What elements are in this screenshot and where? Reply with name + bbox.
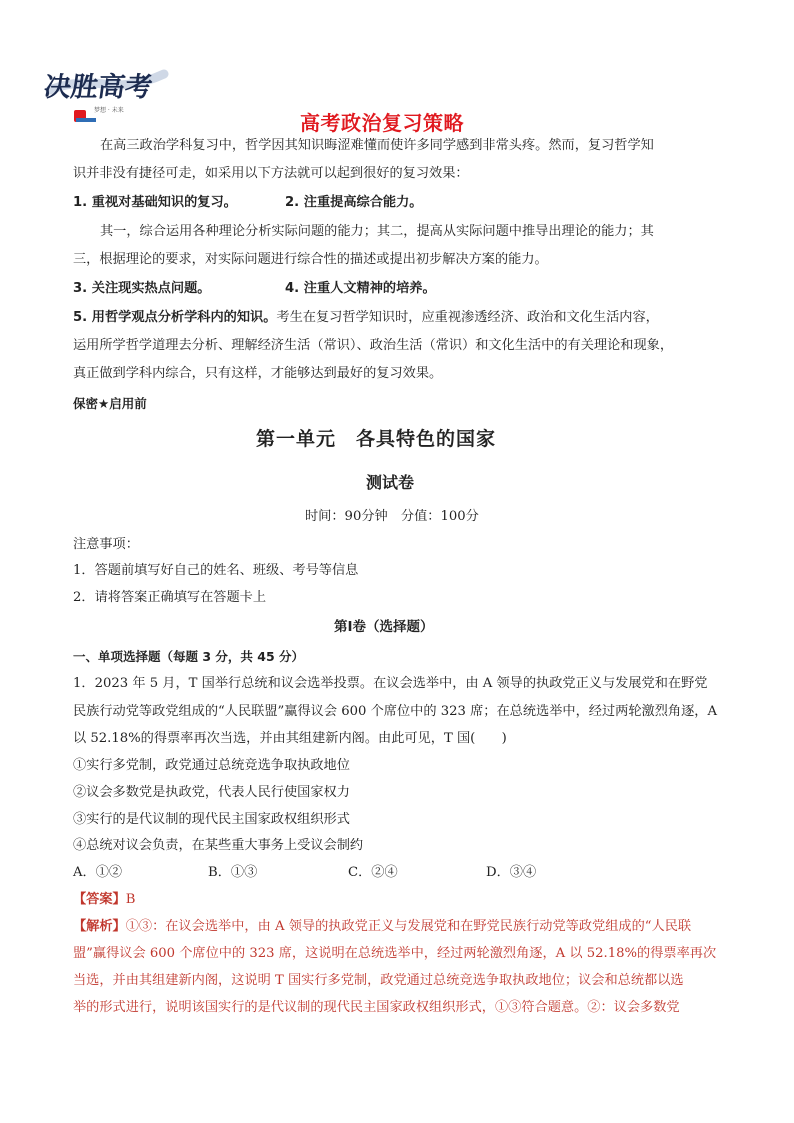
question-option-1: ①实行多党制，政党通过总统竞选争取执政地位: [73, 758, 350, 773]
strategy-point-3: 3. 关注现实热点问题。: [73, 281, 211, 296]
question-option-4: ④总统对议会负责，在某些重大事务上受议会制约: [73, 838, 364, 853]
logo-subtext: 梦想 · 未来: [94, 107, 124, 114]
logo-desk-icon: [76, 118, 96, 122]
time-score: 时间：90分钟 分值：100分: [305, 509, 479, 524]
secret-label: 保密★启用前: [73, 396, 147, 411]
analysis-text-1: ①③：在议会选举中，由 A 领导的执政党正义与发展党和在野党民族行动党等政党组成的“人民联: [125, 919, 692, 934]
strategy-para-1a: 其一，综合运用各种理论分析实际问题的能力；其二，提高从实际问题中推导出理论的能力；其: [100, 224, 654, 239]
question-stem-line-3: 以 52.18%的得票率再次当选，并由其组建新内阁。由此可见，T 国( ): [73, 731, 507, 746]
answer-line: [73, 890, 135, 910]
strategy-para-5a: 考生在复习哲学知识时，应重视渗透经济、政治和文化生活内容，: [276, 310, 659, 325]
question-option-3: ③实行的是代议制的现代民主国家政权组织形式: [73, 812, 350, 827]
unit-title: 第一单元 各具特色的国家: [256, 428, 497, 450]
notice-item-1: 1．答题前填写好自己的姓名、班级、考号等信息: [73, 563, 359, 578]
choice-c: C．②④: [348, 865, 398, 880]
section-title: 一、单项选择题（每题 3 分，共 45 分）: [73, 649, 305, 664]
notice-item-2: 2．请将答案正确填写在答题卡上: [73, 590, 267, 605]
strategy-point-5-line: [73, 308, 659, 328]
paper-title: 测试卷: [366, 473, 415, 492]
strategy-point-5: 5. 用哲学观点分析学科内的知识。: [73, 310, 277, 325]
analysis-label: 【解析】: [73, 919, 126, 934]
strategy-para-1b: 三，根据理论的要求，对实际问题进行综合性的描述或提出初步解决方案的能力。: [73, 252, 548, 267]
question-option-2: ②议会多数党是执政党，代表人民行使国家权力: [73, 785, 350, 800]
choice-d: D．③④: [486, 865, 537, 880]
analysis-line-2: 盟”赢得议会 600 个席位中的 323 席，这说明在总统选举中，经过两轮激烈角逐，A 以 52.18%的得票率再次: [73, 946, 717, 961]
brand-logo: [44, 60, 170, 138]
strategy-point-2: 2. 注重提高综合能力。: [285, 195, 423, 210]
choice-b: B．①③: [208, 865, 258, 880]
question-stem-line-1: 1．2023 年 5 月，T 国举行总统和议会选举投票。在议会选举中，由 A 领导的执政党正义与发展党和在野党: [73, 676, 708, 691]
strategy-para-5c: 真正做到学科内综合，只有这样，才能够达到最好的复习效果。: [73, 366, 443, 381]
choice-a: A．①②: [73, 865, 123, 880]
strategy-intro-line-1: 在高三政治学科复习中，哲学因其知识晦涩难懂而使许多同学感到非常头疼。然而，复习哲学知: [100, 138, 654, 153]
analysis-line-1: [73, 917, 691, 937]
answer-label: 【答案】: [73, 892, 126, 907]
strategy-point-1: 1. 重视对基础知识的复习。: [73, 195, 237, 210]
analysis-line-3: 当选，并由其组建新内阁，这说明 T 国实行多党制，政党通过总统竞选争取执政地位；议会和总统都以选: [73, 973, 684, 988]
analysis-line-4: 举的形式进行，说明该国实行的是代议制的现代民主国家政权组织形式，①③符合题意。②：议会多数党: [73, 1000, 680, 1015]
strategy-para-5b: 运用所学哲学道理去分析、理解经济生活（常识）、政治生活（常识）和文化生活中的有关理论和现象，: [73, 338, 674, 353]
logo-text: 决胜高考: [44, 72, 155, 103]
strategy-point-4: 4. 注重人文精神的培养。: [285, 281, 436, 296]
logo-graphic: [44, 60, 170, 138]
question-stem-line-2: 民族行动党等政党组成的“人民联盟”赢得议会 600 个席位中的 323 席；在总统选举中，经过两轮激烈角逐，A: [73, 704, 717, 719]
answer-value: B: [125, 892, 136, 907]
strategy-title: 高考政治复习策略: [300, 111, 464, 135]
notice-title: 注意事项：: [73, 537, 139, 552]
strategy-intro-line-2: 识并非没有捷径可走，如采用以下方法就可以起到很好的复习效果：: [73, 166, 469, 181]
volume-title: 第Ⅰ卷（选择题）: [334, 619, 434, 635]
